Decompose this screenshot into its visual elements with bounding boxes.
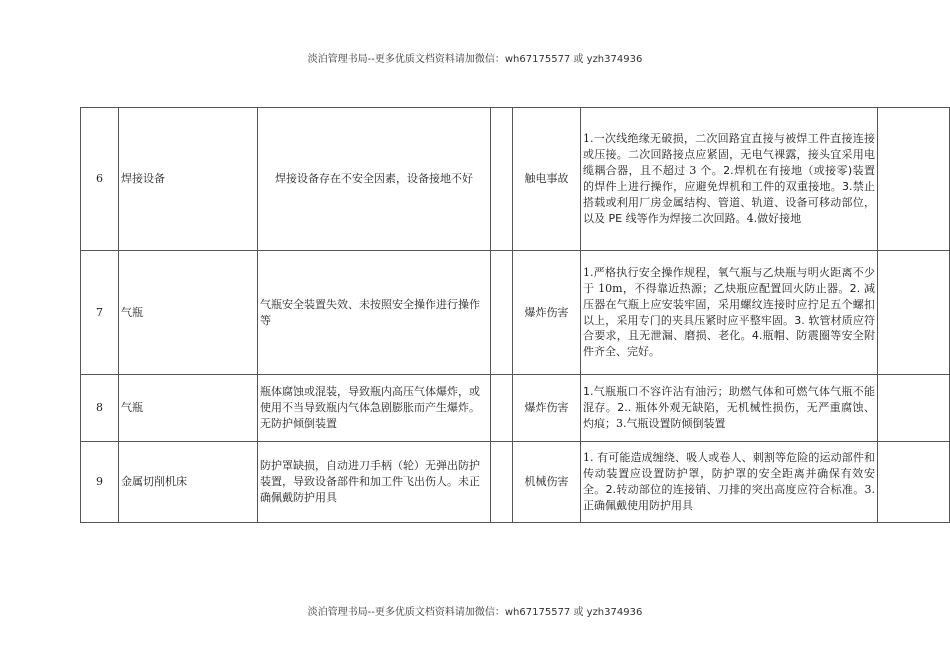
hazard-description: 瓶体腐蚀或混装，导致瓶内高压气体爆炸，或使用不当导致瓶内气体急剧膨胀而产生爆炸。无防护倾倒装置 xyxy=(258,375,491,442)
measure-text: 2. 减压器在气瓶上应安装牢固，采用螺纹连接时应拧足五个螺扣以上，采用专门的夹具压紧时应平整牢固。3. 软管材质应符合要求，且无泄漏、磨损、老化。4.瓶帽、防震圈等安全附件齐全、完好。 xyxy=(583,281,875,359)
hazard-name: 焊接设备 xyxy=(119,108,258,251)
empty-cell xyxy=(491,375,513,442)
empty-cell xyxy=(878,108,950,251)
hazard-description: 防护罩缺损，自动进刀手柄（轮）无弹出防护装置，导致设备部件和加工件飞出伤人。未正确佩戴防护用具 xyxy=(258,442,491,523)
empty-cell xyxy=(878,251,950,375)
empty-cell xyxy=(878,442,950,523)
measure-text: 4.做好接地 xyxy=(746,211,802,225)
row-number: 6 xyxy=(81,108,119,251)
risk-table xyxy=(80,107,950,523)
hazard-name: 金属切削机床 xyxy=(119,442,258,523)
empty-cell xyxy=(491,442,513,523)
measure-text: 1.一次线绝缘无破损，二次回路宜直接与被焊工件直接连接或压接。二次回路接点应紧固，无电气裸露，接头宜采用电缆耦合器，且不超过 3 个。 xyxy=(583,132,875,178)
row-number: 8 xyxy=(81,375,119,442)
empty-cell xyxy=(491,251,513,375)
measure-text: 1.气瓶瓶口不容许沾有油污；助燃气体和可燃气体气瓶不能混存。2.. 瓶体外观无缺陷，无机械性损伤，无严重腐蚀、灼痕； xyxy=(583,385,875,430)
hazard-name: 气瓶 xyxy=(119,375,258,442)
measure-text: 1.严格执行安全操作规程，氧气瓶与乙炔瓶与明火距离不少于 10m，不得靠近热源；乙炔瓶应配置回火防止器。 xyxy=(583,265,875,295)
page-header: 淡泊管理书局--更多优质文档资料请加微信：wh67175577 或 yzh374936 xyxy=(307,54,643,65)
empty-cell xyxy=(491,108,513,251)
page-footer: 淡泊管理书局--更多优质文档资料请加微信：wh67175577 或 yzh374936 xyxy=(307,607,643,618)
table-row xyxy=(81,251,950,375)
accident-type: 爆炸伤害 xyxy=(513,251,581,375)
measure-text: 1. 有可能造成缠绕、吸人或卷人、刺割等危险的运动部件和 传动装置应设置防护罩，防护罩的安全距离并确保有效安全。 xyxy=(583,451,875,496)
table-row xyxy=(81,108,950,251)
accident-type: 爆炸伤害 xyxy=(513,375,581,442)
empty-cell xyxy=(878,375,950,442)
hazard-name: 气瓶 xyxy=(119,251,258,375)
control-measures xyxy=(581,442,878,523)
control-measures xyxy=(581,108,878,251)
accident-type: 机械伤害 xyxy=(513,442,581,523)
hazard-description: 气瓶安全装置失效、未按照安全操作进行操作等 xyxy=(258,251,491,375)
row-number: 9 xyxy=(81,442,119,523)
accident-type: 触电事故 xyxy=(513,108,581,251)
measure-text: 2.焊机在有接地（或接零)装置的焊件上进行操作，应避免焊机和工件的双重接地。3.禁止搭载或利用厂房金属结构、管道、轨道、设备可移动部位，以及 PE 线等作为焊接二次回路。 xyxy=(583,164,875,225)
measure-text: 2.转动部位的连接销、刀排的突出高度应符合标准。 xyxy=(605,483,865,496)
measure-text: 3. 正确佩戴使用防护用具 xyxy=(583,483,875,512)
hazard-description: 焊接设备存在不安全因素，设备接地不好 xyxy=(258,108,491,251)
measure-text: 3.气瓶设置防倾倒装置 xyxy=(616,416,726,430)
control-measures xyxy=(581,251,878,375)
control-measures xyxy=(581,375,878,442)
table-row xyxy=(81,375,950,442)
row-number: 7 xyxy=(81,251,119,375)
table-row xyxy=(81,442,950,523)
